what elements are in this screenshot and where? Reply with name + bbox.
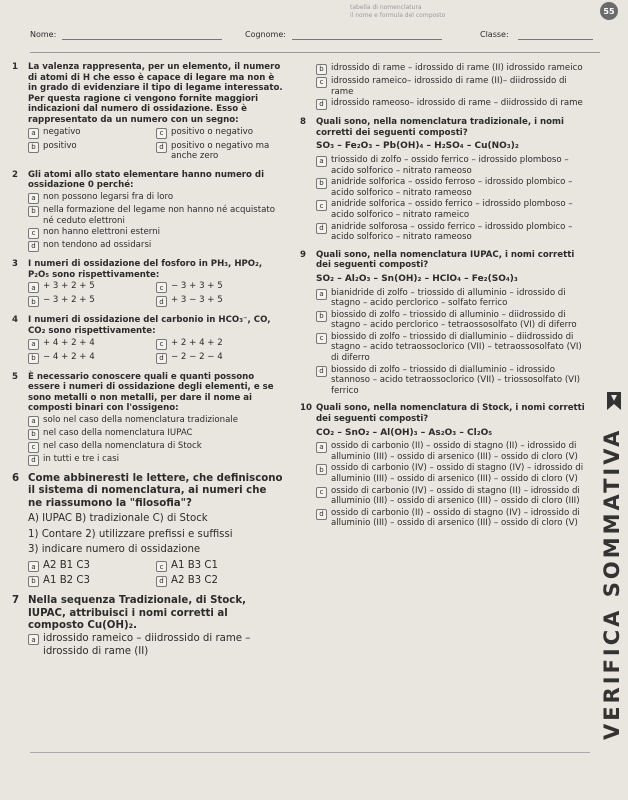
answer-options [316,155,590,243]
question-5 [12,372,284,466]
option-letter-checkbox[interactable]: c [316,200,327,211]
option-text: ossido di carbonio (II) – ossido di stagno (IV) – idrossido di alluminio (III) – ossido di arsenico (III) – ossido di cloro (V) [331,507,580,529]
answer-options [28,559,284,588]
answer-option[interactable] [28,415,284,427]
answer-option[interactable] [316,288,590,309]
footer-divider [30,752,590,753]
question-number: 5 [12,371,18,382]
answer-options [28,633,284,658]
option-letter-checkbox[interactable]: b [28,206,39,217]
option-letter-checkbox[interactable]: d [28,455,39,466]
option-text: non tendono ad ossidarsi [43,240,152,251]
question-number: 9 [300,249,306,260]
option-text: ossido di carbonio (IV) – ossido di stagno (II) – idrossido di alluminio (III) – ossido di arsenico (III) – ossido di cloro (III) [331,485,580,507]
answer-option[interactable] [28,295,156,307]
top-note [350,4,445,20]
option-letter-checkbox[interactable]: a [28,416,39,427]
option-text: idrossido di rame – idrossido di rame (II) idrossido rameico [331,63,583,73]
question-number: 2 [12,169,18,180]
option-letter-checkbox[interactable]: c [156,282,167,293]
question-number: 6 [12,472,20,484]
option-text: ossido di carbonio (II) – ossido di stagno (II) – idrossido di alluminio (III) – ossido di arsenico (III) – ossido di cloro (V) [331,441,578,462]
option-text: non possono legarsi fra di loro [43,191,174,202]
option-letter-checkbox[interactable]: a [28,561,39,572]
answer-option[interactable] [28,240,284,252]
surname-line[interactable] [292,39,442,40]
question-number: 7 [12,595,20,607]
option-letter-checkbox[interactable]: b [28,429,39,440]
surname-label: Cognome: [245,30,286,39]
answer-option[interactable] [28,441,284,453]
answer-option[interactable] [316,155,590,176]
class-line[interactable] [518,39,593,40]
question-3 [12,259,284,308]
option-letter-checkbox[interactable]: a [28,282,39,293]
option-text: biossido di zolfo – triossido di dialluminio – diidrossido di stagno – acido tetraossoclorico (VII) – tetraossosolfato (VI) di diferro [331,331,582,364]
option-letter-checkbox[interactable]: b [316,464,327,475]
option-letter-checkbox[interactable]: c [156,339,167,350]
answer-options [28,415,284,466]
question-extra-line: 3) indicare numero di ossidazione [28,543,201,555]
answer-option[interactable] [156,575,284,587]
answer-option[interactable] [28,192,284,204]
left-column [12,62,284,665]
option-letter-checkbox[interactable]: b [28,353,39,364]
option-letter-checkbox[interactable]: d [156,576,167,587]
top-note-line: tabella di nomenclatura [350,4,422,11]
answer-option[interactable] [28,633,284,658]
option-letter-checkbox[interactable]: d [316,223,327,234]
question-7 [12,595,284,658]
option-text: anidride solforosa – ossido ferrico – idrossido plombico – acido solforico – nitrato rameoso [331,221,573,243]
option-text: A1 B2 C3 [43,574,90,586]
option-letter-checkbox[interactable]: a [316,442,327,453]
option-text: + 4 + 2 + 4 [43,337,95,348]
question-stem: Nella sequenza Tradizionale, di Stock, IUPAC, attribuisci i nomi corretti al composto Cu(OH)₂. [28,595,246,631]
option-letter-checkbox[interactable]: d [316,509,327,520]
question-text-row [12,315,284,336]
student-header [30,30,595,44]
option-letter-checkbox[interactable]: b [316,311,327,322]
compound-formulas: CO₂ – SnO₂ – Al(OH)₃ – As₂O₃ – Cl₂O₅ [316,427,493,438]
option-letter-checkbox[interactable]: b [28,576,39,587]
page-number-badge: 55 [600,2,618,20]
answer-option[interactable] [316,486,590,507]
question-cont [300,63,590,110]
question-stem: I numeri di ossidazione del fosforo in PH₃, HPO₂, P₂O₅ sono rispettivamente: [28,259,263,280]
option-letter-checkbox[interactable]: c [316,487,327,498]
bookmark-logo-icon [605,390,623,412]
option-text: non hanno elettroni esterni [43,227,160,238]
answer-options [316,441,590,529]
option-letter-checkbox[interactable]: a [316,156,327,167]
question-10 [300,403,590,529]
answer-option[interactable] [156,127,284,139]
option-letter-checkbox[interactable]: a [28,193,39,204]
answer-option[interactable] [316,222,590,243]
answer-option[interactable] [156,352,284,364]
option-letter-checkbox[interactable]: d [156,142,167,153]
answer-options [316,288,590,397]
option-text: positivo o negativo [171,126,253,137]
option-letter-checkbox[interactable]: d [316,99,327,110]
question-stem: È necessario conoscere quali e quanti possono essere i numeri di ossidazione degli elementi, e se sono metalli o non metalli, per dare il nome ai composti binari con l'ossigeno: [28,371,274,414]
option-letter-checkbox[interactable]: c [28,228,39,239]
question-stem: Quali sono, nella nomenclatura tradizionale, i nomi corretti dei seguenti composti? [316,117,564,138]
question-stem: Come abbineresti le lettere, che definiscono il sistema di nomenclatura, ai numeri che ne riassumono la "filosofia"? [28,472,283,509]
option-letter-checkbox[interactable]: a [28,634,39,645]
answer-option[interactable] [28,454,284,466]
option-letter-checkbox[interactable]: c [28,442,39,453]
question-8 [300,117,590,243]
option-text: anidride solforica – ossido ferrico – idrossido plomboso – acido solforico – nitrato rameico [331,199,573,220]
answer-option[interactable] [316,441,590,462]
option-text: nel caso della nomenclatura di Stock [43,440,202,451]
option-letter-checkbox[interactable]: c [156,561,167,572]
answer-option[interactable] [156,295,284,307]
option-text: biossido di zolfo – triossido di alluminio – diidrossido di stagno – acido perclorico – tetraossosolfato (VI) di diferro [331,309,577,331]
option-letter-checkbox[interactable]: b [28,142,39,153]
question-text-row [300,250,590,271]
question-extra-line: A) IUPAC B) tradizionale C) di Stock [28,513,208,525]
question-number: 8 [300,117,306,128]
question-stem: I numeri di ossidazione del carbonio in HCO₃⁻, CO, CO₂ sono rispettivamente: [28,315,271,336]
option-letter-checkbox[interactable]: d [316,366,327,377]
option-letter-checkbox[interactable]: d [156,353,167,364]
answer-options [28,337,284,365]
option-letter-checkbox[interactable]: b [316,64,327,75]
answer-option[interactable] [28,141,156,162]
answer-option[interactable] [156,141,284,162]
compound-formulas: SO₂ – Al₂O₃ – Sn(OH)₂ – HClO₄ – Fe₂(SO₄)₃ [316,273,518,284]
option-text: ossido di carbonio (IV) – ossido di stagno (IV) – idrossido di alluminio (III) – ossido di arsenico (III) – ossido di cloro (V) [331,463,584,484]
question-number: 1 [12,62,18,72]
answer-option[interactable] [316,63,590,75]
option-text: positivo [43,140,77,151]
class-label: Classe: [480,30,509,39]
option-text: − 3 + 2 + 5 [43,295,95,306]
top-note-line: il nome e formula del composto [350,12,446,19]
answer-option[interactable] [316,310,590,331]
question-text-row [300,403,590,424]
name-label: Nome: [30,30,57,39]
answer-option[interactable] [28,338,156,350]
header-divider [30,52,600,53]
question-extra-line: 1) Contare 2) utilizzare prefissi e suffissi [28,528,233,540]
option-text: positivo o negativo ma anche zero [171,140,270,162]
option-text: + 3 + 2 + 5 [43,281,95,292]
question-text-row [12,170,284,191]
option-text: − 3 + 3 + 5 [171,281,223,292]
option-letter-checkbox[interactable]: b [28,296,39,307]
option-text: negativo [43,126,81,137]
question-stem: Quali sono, nella nomenclatura IUPAC, i nomi corretti dei seguenti composti? [316,249,575,271]
option-letter-checkbox[interactable]: b [316,178,327,189]
question-text-row [12,259,284,280]
question-number: 4 [12,315,18,326]
option-letter-checkbox[interactable]: d [156,296,167,307]
answer-options [28,280,284,308]
compound-formulas: SO₃ – Fe₂O₃ – Pb(OH)₄ – H₂SO₄ – Cu(NO₃)₂ [316,141,519,152]
option-text: A2 B1 C3 [43,560,90,572]
answer-option[interactable] [156,281,284,293]
question-4 [12,315,284,364]
answer-option[interactable] [316,508,590,529]
option-letter-checkbox[interactable]: c [316,77,327,88]
option-text: idrossido rameico – diidrossido di rame – idrossido di rame (II) [43,633,251,657]
name-line[interactable] [62,39,222,40]
option-text: solo nel caso della nomenclatura tradizionale [43,414,239,425]
question-number: 10 [300,403,312,414]
answer-option[interactable] [316,463,590,484]
option-text: − 4 + 2 + 4 [43,351,95,362]
answer-options [28,192,284,252]
question-stem: Quali sono, nella nomenclatura di Stock, i nomi corretti dei seguenti composti? [316,403,585,425]
option-letter-checkbox[interactable]: a [28,339,39,350]
answer-option[interactable] [316,365,590,397]
option-text: in tutti e tre i casi [43,453,119,464]
answer-option[interactable] [316,76,590,97]
option-text: anidride solforica – ossido ferroso – idrossido plombico – acido solforico – nitrato rameoso [331,177,573,198]
option-text: A1 B3 C1 [171,560,218,572]
option-text: idrossido rameico– idrossido di rame (II)– diidrossido di rame [331,76,567,97]
answer-option[interactable] [28,227,284,239]
answer-option[interactable] [316,332,590,364]
answer-option[interactable] [28,205,284,226]
option-letter-checkbox[interactable]: c [156,128,167,139]
option-text: A2 B3 C2 [171,574,218,586]
option-text: + 3 − 3 + 5 [171,295,223,306]
question-text-row [300,117,590,138]
question-stem: La valenza rappresenta, per un elemento, il numero di atomi di H che esso è capace di legare ma non è in grado di evidenziare il tipo di legame interessato. Per questa ragione ci vengono fornite maggiori indicazioni dal numero di ossidazione. Esso è rappresentato da un numero con un segno: [28,62,283,125]
option-text: bianidride di zolfo – triossido di alluminio – idrossido di stagno – acido perclorico – solfato ferrico [331,287,566,309]
question-9 [300,250,590,397]
option-text: + 2 + 4 + 2 [171,337,223,348]
answer-option[interactable] [316,98,590,110]
answer-option[interactable] [28,281,156,293]
answer-option[interactable] [28,575,156,587]
answer-option[interactable] [28,352,156,364]
answer-option[interactable] [316,199,590,220]
option-text: triossido di zolfo – ossido ferrico – idrossido plomboso – acido solforico – nitrato rameoso [331,154,569,176]
option-text: idrossido rameoso– idrossido di rame – diidrossido di rame [331,98,583,109]
question-2 [12,170,284,252]
option-letter-checkbox[interactable]: a [316,289,327,300]
question-text-row [12,372,284,414]
answer-options [316,63,590,110]
question-6 [12,473,284,588]
question-1 [12,62,284,163]
sidebar-title: VERIFICA SOMMATIVA [600,427,624,740]
option-text: nella formazione del legame non hanno né acquistato né ceduto elettroni [43,204,276,226]
question-text-row [12,595,284,632]
answer-option[interactable] [28,560,156,572]
option-text: nel caso della nomenclatura IUPAC [43,427,193,438]
answer-option[interactable] [28,127,156,139]
right-column [300,62,590,536]
answer-option[interactable] [156,338,284,350]
answer-option[interactable] [316,177,590,198]
sidebar-banner [598,380,628,740]
answer-option[interactable] [28,428,284,440]
question-text-row [12,62,284,126]
option-letter-checkbox[interactable]: d [28,241,39,252]
answer-options [28,126,284,163]
option-letter-checkbox[interactable]: c [316,333,327,344]
option-letter-checkbox[interactable]: a [28,128,39,139]
question-number: 3 [12,259,18,270]
option-text: biossido di zolfo – triossido di dialluminio – idrossido stannoso – acido tetraossoclorico (VII) – triossosolfato (VI) ferrico [331,364,580,396]
question-stem: Gli atomi allo stato elementare hanno numero di ossidazione 0 perché: [28,169,265,191]
answer-option[interactable] [156,560,284,572]
question-text-row [12,473,284,510]
option-text: − 2 − 2 − 4 [171,351,223,362]
